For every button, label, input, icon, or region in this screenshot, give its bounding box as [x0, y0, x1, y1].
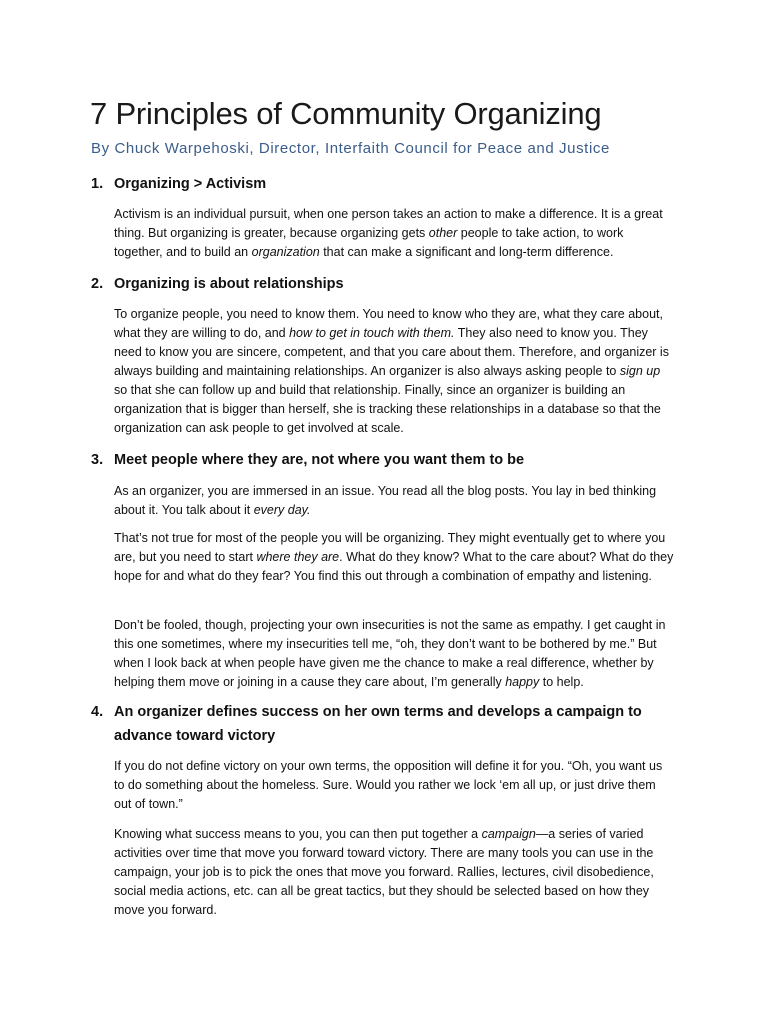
paragraph-text: . What do they know? What to the care about? What do they hope for and what do they fear? You find this out through a combination of empathy and listening. [114, 550, 674, 583]
paragraph-text: To organize people, you need to know them. You need to know who they are, what they care about, what they are willing to do, and [114, 307, 663, 340]
paragraph-text: to help. [539, 675, 584, 689]
section-heading-3 [91, 448, 731, 472]
emphasis-text: happy [505, 675, 540, 689]
section-title: Organizing > Activism [114, 176, 267, 192]
paragraph-text: As an organizer, you are immersed in an issue. You read all the blog posts. You lay in bed thinking about it. You talk about it [114, 484, 657, 517]
section-number: 2. [91, 276, 104, 292]
section-number: 3. [91, 452, 104, 468]
paragraph [114, 482, 674, 520]
paragraph-text: so that she can follow up and build that relationship. Finally, since an organizer is building an organization that is bigger than herself, she is tracking these relationships in a database so that the organization can ask people to get involved at scale. [114, 383, 661, 435]
section-title: Meet people where they are, not where you want them to be [114, 452, 525, 468]
emphasis-text: organization [251, 245, 320, 259]
paragraph-text: —a series of varied activities over time that move you forward toward victory. There are many tools you can use in the campaign, your job is to pick the ones that move you forward. Rallies, lectures, civil disobedience, social media actions, etc. can all be great tactics, but they should be selected based on how they move you forward. [114, 827, 654, 917]
emphasis-text: campaign [481, 827, 536, 841]
page-title: 7 Principles of Community Organizing [90, 96, 602, 131]
paragraph-text: They also need to know you. They need to know you are sincere, competent, and that you care about them. Therefore, and organizer is always building and maintaining relationships. An organizer is also always asking people to [114, 326, 669, 378]
section-title: Organizing is about relationships [114, 276, 344, 292]
paragraph-text: that can make a significant and long-term difference. [319, 245, 614, 259]
paragraph [114, 305, 674, 438]
section-heading-1 [91, 172, 731, 196]
paragraph [114, 825, 674, 920]
emphasis-text: other [428, 226, 458, 240]
emphasis-text: where they are [256, 550, 340, 564]
paragraph-text: If you do not define victory on your own terms, the opposition will define it for you. “Oh, you want us to do something about the homeless. Sure. Would you rather we lock ‘em all up, or just drive them out of town.” [114, 759, 663, 811]
byline: By Chuck Warpehoski, Director, Interfaith Council for Peace and Justice [91, 140, 610, 157]
paragraph-text: Don’t be fooled, though, projecting your own insecurities is not the same as empathy. I get caught in this one sometimes, where my insecurities tell me, “oh, they don’t want to be bothered by me.” But when I look back at when people have given me the chance to make a real difference, whether by helping them move or joining in a cause they care about, I’m generally [114, 618, 666, 689]
paragraph [114, 757, 674, 814]
paragraph-text: Knowing what success means to you, you can then put together a [114, 827, 482, 841]
paragraph-text: That’s not true for most of the people you will be organizing. They might eventually get to where you are, but you need to start [114, 531, 666, 564]
section-heading-2 [91, 272, 731, 296]
emphasis-text: how to get in touch with them. [289, 326, 455, 340]
paragraph-text: people to take action, to work together, and to build an [114, 226, 624, 259]
paragraph [114, 529, 674, 586]
section-title: An organizer defines success on her own terms and develops a campaign to advance toward victory [114, 704, 642, 744]
emphasis-text: sign up [619, 364, 661, 378]
section-number: 1. [91, 176, 104, 192]
paragraph-text: Activism is an individual pursuit, when one person takes an action to make a difference. It is a great thing. But organizing is greater, because organizing gets [114, 207, 663, 240]
section-heading-4 [91, 700, 731, 748]
paragraph [114, 616, 674, 692]
paragraph [114, 205, 674, 262]
section-number: 4. [91, 704, 104, 720]
emphasis-text: every day. [253, 503, 311, 517]
